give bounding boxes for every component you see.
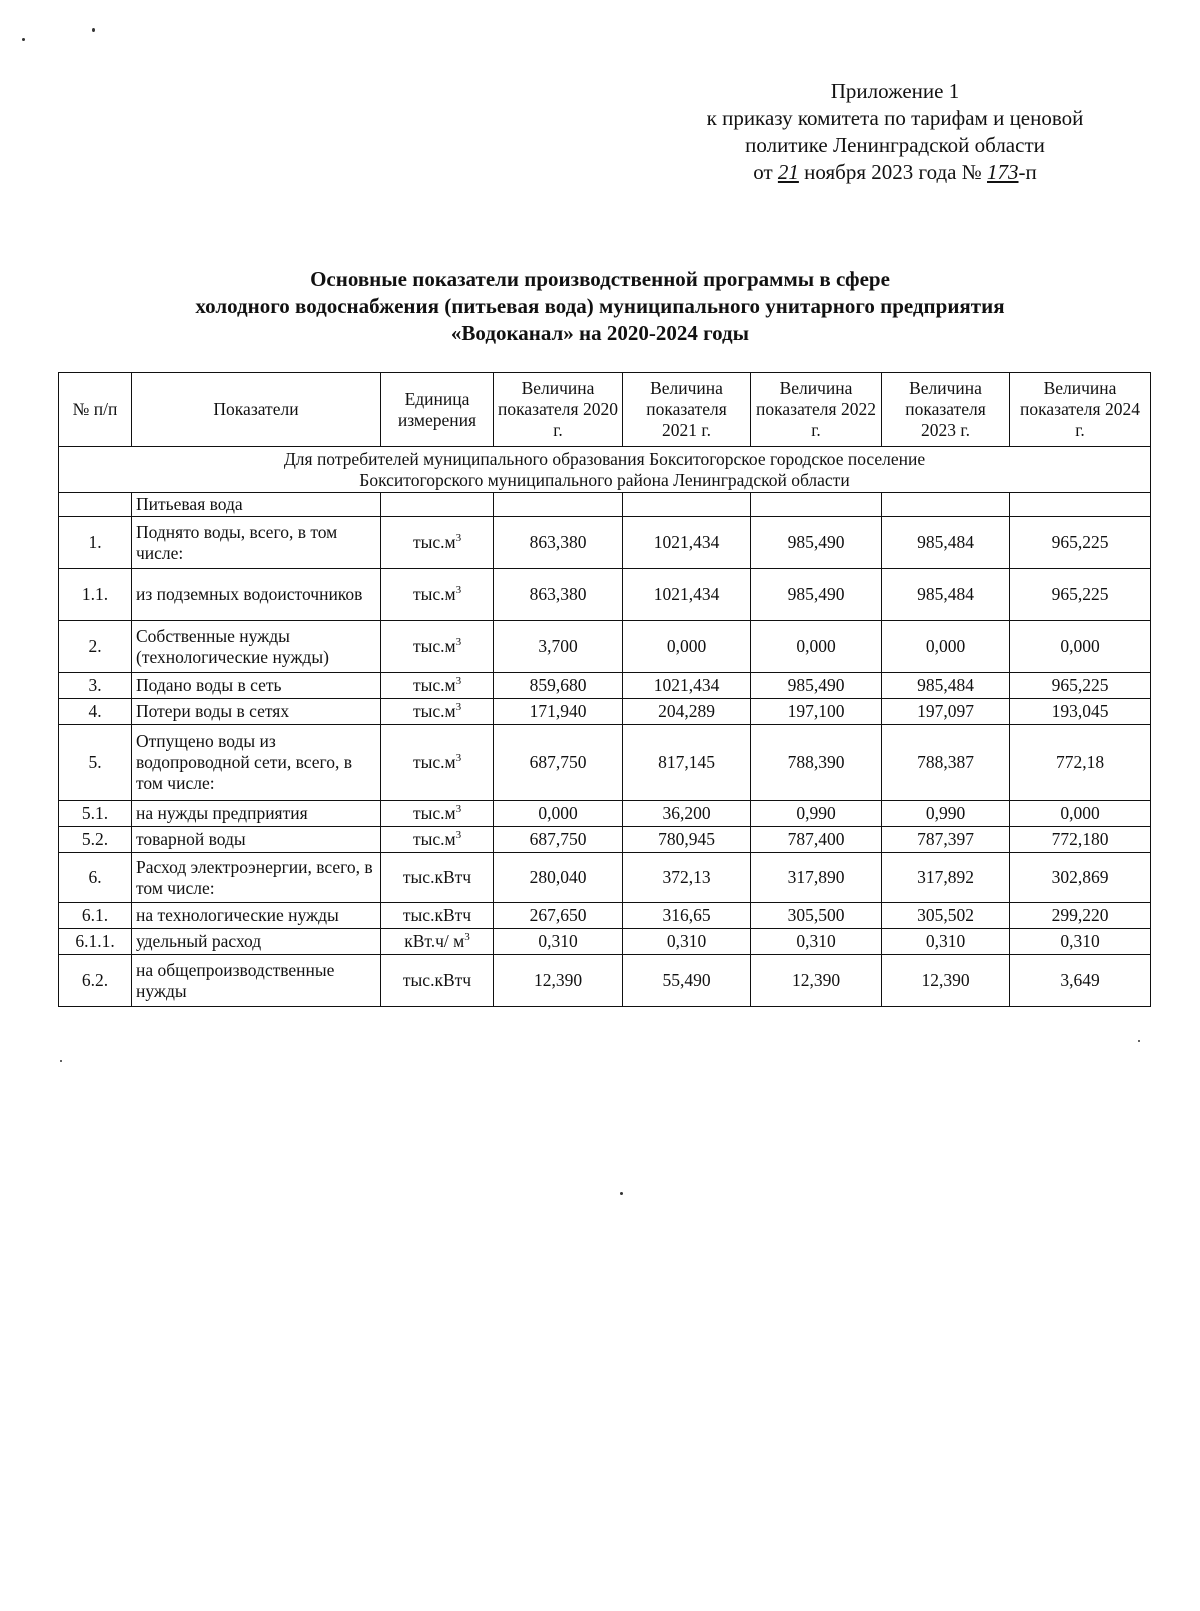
value-cell: 0,000 bbox=[882, 621, 1010, 673]
empty-cell bbox=[882, 493, 1010, 517]
row-number: 1.1. bbox=[59, 569, 132, 621]
unit-superscript: 3 bbox=[455, 752, 462, 765]
table-row bbox=[59, 673, 1151, 699]
appendix-note bbox=[660, 78, 1130, 186]
value-cell: 317,890 bbox=[751, 853, 882, 903]
section-line-2: Бокситогорского муниципального района Ленинградской области bbox=[359, 469, 850, 490]
unit-cell bbox=[381, 955, 494, 1007]
value-cell: 1021,434 bbox=[623, 569, 751, 621]
unit-text: тыс.м bbox=[412, 675, 456, 695]
value-cell: 36,200 bbox=[623, 801, 751, 827]
document-title bbox=[60, 266, 1140, 347]
value-cell: 3,649 bbox=[1010, 955, 1151, 1007]
unit-text: тыс.м bbox=[412, 584, 456, 604]
unit-text: тыс.м bbox=[412, 532, 456, 552]
unit-cell bbox=[381, 517, 494, 569]
table-row bbox=[59, 699, 1151, 725]
value-cell: 302,869 bbox=[1010, 853, 1151, 903]
scan-speck bbox=[92, 28, 95, 32]
indicator-name: на технологические нужды bbox=[132, 903, 381, 929]
table-row bbox=[59, 569, 1151, 621]
value-cell: 12,390 bbox=[751, 955, 882, 1007]
value-cell: 985,490 bbox=[751, 569, 882, 621]
row-number: 2. bbox=[59, 621, 132, 673]
empty-cell bbox=[494, 493, 623, 517]
unit-text: тыс.кВтч bbox=[402, 867, 472, 887]
value-cell: 0,990 bbox=[751, 801, 882, 827]
section-row bbox=[59, 447, 1151, 493]
table-row bbox=[59, 827, 1151, 853]
value-cell: 316,65 bbox=[623, 903, 751, 929]
unit-cell bbox=[381, 725, 494, 801]
header-name: Показатели bbox=[132, 373, 381, 447]
value-cell: 0,310 bbox=[882, 929, 1010, 955]
row-number: 5.2. bbox=[59, 827, 132, 853]
value-cell: 0,310 bbox=[623, 929, 751, 955]
header-unit: Единица измерения bbox=[381, 373, 494, 447]
unit-text: кВт.ч/ м bbox=[404, 931, 465, 951]
value-cell: 985,484 bbox=[882, 673, 1010, 699]
unit-cell bbox=[381, 929, 494, 955]
value-cell: 299,220 bbox=[1010, 903, 1151, 929]
row-number: 6.1. bbox=[59, 903, 132, 929]
value-cell: 0,000 bbox=[1010, 621, 1151, 673]
row-number: 5.1. bbox=[59, 801, 132, 827]
table-row bbox=[59, 929, 1151, 955]
value-cell: 280,040 bbox=[494, 853, 623, 903]
value-cell: 0,310 bbox=[1010, 929, 1151, 955]
indicator-name: удельный расход bbox=[132, 929, 381, 955]
value-cell: 772,180 bbox=[1010, 827, 1151, 853]
header-year-2022: Величина показателя 2022 г. bbox=[751, 373, 882, 447]
value-cell: 3,700 bbox=[494, 621, 623, 673]
group-num-cell bbox=[59, 493, 132, 517]
indicator-name: Поднято воды, всего, в том числе: bbox=[132, 517, 381, 569]
row-number: 3. bbox=[59, 673, 132, 699]
value-cell: 787,397 bbox=[882, 827, 1010, 853]
value-cell: 372,13 bbox=[623, 853, 751, 903]
indicators-table bbox=[58, 372, 1151, 1007]
header-year-2021: Величина показателя 2021 г. bbox=[623, 373, 751, 447]
value-cell: 0,000 bbox=[623, 621, 751, 673]
unit-superscript: 3 bbox=[455, 701, 462, 714]
value-cell: 985,484 bbox=[882, 517, 1010, 569]
title-line-1: Основные показатели производственной программы в сфере bbox=[310, 267, 890, 291]
value-cell: 0,310 bbox=[494, 929, 623, 955]
appendix-line-3: политике Ленинградской области bbox=[745, 133, 1045, 157]
value-cell: 0,000 bbox=[751, 621, 882, 673]
unit-superscript: 3 bbox=[455, 803, 462, 816]
section-cell bbox=[59, 447, 1151, 493]
empty-cell bbox=[623, 493, 751, 517]
value-cell: 0,310 bbox=[751, 929, 882, 955]
indicator-name: товарной воды bbox=[132, 827, 381, 853]
header-num: № п/п bbox=[59, 373, 132, 447]
indicator-name: Отпущено воды из водопроводной сети, всего, в том числе: bbox=[132, 725, 381, 801]
table-row bbox=[59, 621, 1151, 673]
scan-speck bbox=[1138, 1040, 1140, 1042]
value-cell: 0,990 bbox=[882, 801, 1010, 827]
indicator-name: Потери воды в сетях bbox=[132, 699, 381, 725]
unit-text: тыс.кВтч bbox=[402, 905, 472, 925]
value-cell: 55,490 bbox=[623, 955, 751, 1007]
indicator-name: Расход электроэнергии, всего, в том числе: bbox=[132, 853, 381, 903]
indicator-name: на общепроизводственные нужды bbox=[132, 955, 381, 1007]
unit-text: тыс.м bbox=[412, 701, 456, 721]
value-cell: 687,750 bbox=[494, 725, 623, 801]
indicator-name: на нужды предприятия bbox=[132, 801, 381, 827]
row-number: 4. bbox=[59, 699, 132, 725]
unit-text: тыс.м bbox=[412, 636, 456, 656]
scan-speck bbox=[22, 38, 25, 41]
value-cell: 305,502 bbox=[882, 903, 1010, 929]
unit-cell bbox=[381, 853, 494, 903]
header-year-2024: Величина показателя 2024 г. bbox=[1010, 373, 1151, 447]
indicator-name: Подано воды в сеть bbox=[132, 673, 381, 699]
unit-cell bbox=[381, 699, 494, 725]
unit-cell bbox=[381, 827, 494, 853]
unit-cell bbox=[381, 903, 494, 929]
section-line-1: Для потребителей муниципального образования Бокситогорское городское поселение bbox=[283, 448, 926, 469]
value-cell: 965,225 bbox=[1010, 517, 1151, 569]
unit-superscript: 3 bbox=[455, 584, 462, 597]
header-year-2020: Величина показателя 2020 г. bbox=[494, 373, 623, 447]
title-line-3: «Водоканал» на 2020-2024 годы bbox=[450, 321, 750, 345]
value-cell: 305,500 bbox=[751, 903, 882, 929]
unit-text: тыс.м bbox=[412, 752, 456, 772]
value-cell: 197,097 bbox=[882, 699, 1010, 725]
header-year-2023: Величина показателя 2023 г. bbox=[882, 373, 1010, 447]
table-row bbox=[59, 903, 1151, 929]
value-cell: 0,000 bbox=[494, 801, 623, 827]
header-row bbox=[59, 373, 1151, 447]
appendix-line-1: Приложение 1 bbox=[830, 79, 960, 103]
value-cell: 863,380 bbox=[494, 569, 623, 621]
value-cell: 985,490 bbox=[751, 517, 882, 569]
value-cell: 965,225 bbox=[1010, 569, 1151, 621]
appendix-order-line bbox=[660, 159, 1130, 186]
value-cell: 772,18 bbox=[1010, 725, 1151, 801]
table-row bbox=[59, 801, 1151, 827]
unit-superscript: 3 bbox=[455, 636, 462, 649]
value-cell: 985,484 bbox=[882, 569, 1010, 621]
indicator-name: Собственные нужды (технологические нужды) bbox=[132, 621, 381, 673]
order-prefix: от bbox=[753, 160, 773, 184]
value-cell: 965,225 bbox=[1010, 673, 1151, 699]
row-number: 1. bbox=[59, 517, 132, 569]
table-row bbox=[59, 955, 1151, 1007]
unit-text: тыс.м bbox=[412, 829, 456, 849]
unit-superscript: 3 bbox=[455, 829, 462, 842]
empty-cell bbox=[1010, 493, 1151, 517]
unit-text: тыс.м bbox=[412, 803, 456, 823]
value-cell: 780,945 bbox=[623, 827, 751, 853]
value-cell: 788,390 bbox=[751, 725, 882, 801]
value-cell: 985,490 bbox=[751, 673, 882, 699]
value-cell: 1021,434 bbox=[623, 517, 751, 569]
row-number: 6.1.1. bbox=[59, 929, 132, 955]
value-cell: 788,387 bbox=[882, 725, 1010, 801]
unit-superscript: 3 bbox=[455, 532, 462, 545]
value-cell: 12,390 bbox=[882, 955, 1010, 1007]
value-cell: 204,289 bbox=[623, 699, 751, 725]
row-number: 6. bbox=[59, 853, 132, 903]
scan-speck bbox=[60, 1060, 62, 1062]
unit-cell bbox=[381, 673, 494, 699]
row-number: 5. bbox=[59, 725, 132, 801]
unit-cell bbox=[381, 621, 494, 673]
appendix-line-2: к приказу комитета по тарифам и ценовой bbox=[706, 106, 1084, 130]
group-row bbox=[59, 493, 1151, 517]
value-cell: 193,045 bbox=[1010, 699, 1151, 725]
scan-speck bbox=[620, 1192, 623, 1195]
unit-text: тыс.кВтч bbox=[402, 970, 472, 990]
value-cell: 267,650 bbox=[494, 903, 623, 929]
value-cell: 687,750 bbox=[494, 827, 623, 853]
order-day: 21 bbox=[777, 160, 799, 184]
order-suffix: -п bbox=[1018, 160, 1037, 184]
empty-cell bbox=[381, 493, 494, 517]
group-label: Питьевая вода bbox=[132, 493, 381, 517]
order-number: 173 bbox=[987, 160, 1019, 184]
unit-superscript: 3 bbox=[464, 931, 470, 944]
indicator-name: из подземных водоисточников bbox=[132, 569, 381, 621]
value-cell: 787,400 bbox=[751, 827, 882, 853]
table-row bbox=[59, 517, 1151, 569]
row-number: 6.2. bbox=[59, 955, 132, 1007]
unit-cell bbox=[381, 569, 494, 621]
value-cell: 171,940 bbox=[494, 699, 623, 725]
table-row bbox=[59, 853, 1151, 903]
value-cell: 817,145 bbox=[623, 725, 751, 801]
value-cell: 197,100 bbox=[751, 699, 882, 725]
empty-cell bbox=[751, 493, 882, 517]
value-cell: 863,380 bbox=[494, 517, 623, 569]
unit-cell bbox=[381, 801, 494, 827]
value-cell: 12,390 bbox=[494, 955, 623, 1007]
value-cell: 1021,434 bbox=[623, 673, 751, 699]
order-middle: ноября 2023 года № bbox=[804, 160, 982, 184]
value-cell: 859,680 bbox=[494, 673, 623, 699]
value-cell: 0,000 bbox=[1010, 801, 1151, 827]
unit-superscript: 3 bbox=[455, 675, 462, 688]
title-line-2: холодного водоснабжения (питьевая вода) муниципального унитарного предприятия bbox=[195, 294, 1005, 318]
value-cell: 317,892 bbox=[882, 853, 1010, 903]
table-row bbox=[59, 725, 1151, 801]
